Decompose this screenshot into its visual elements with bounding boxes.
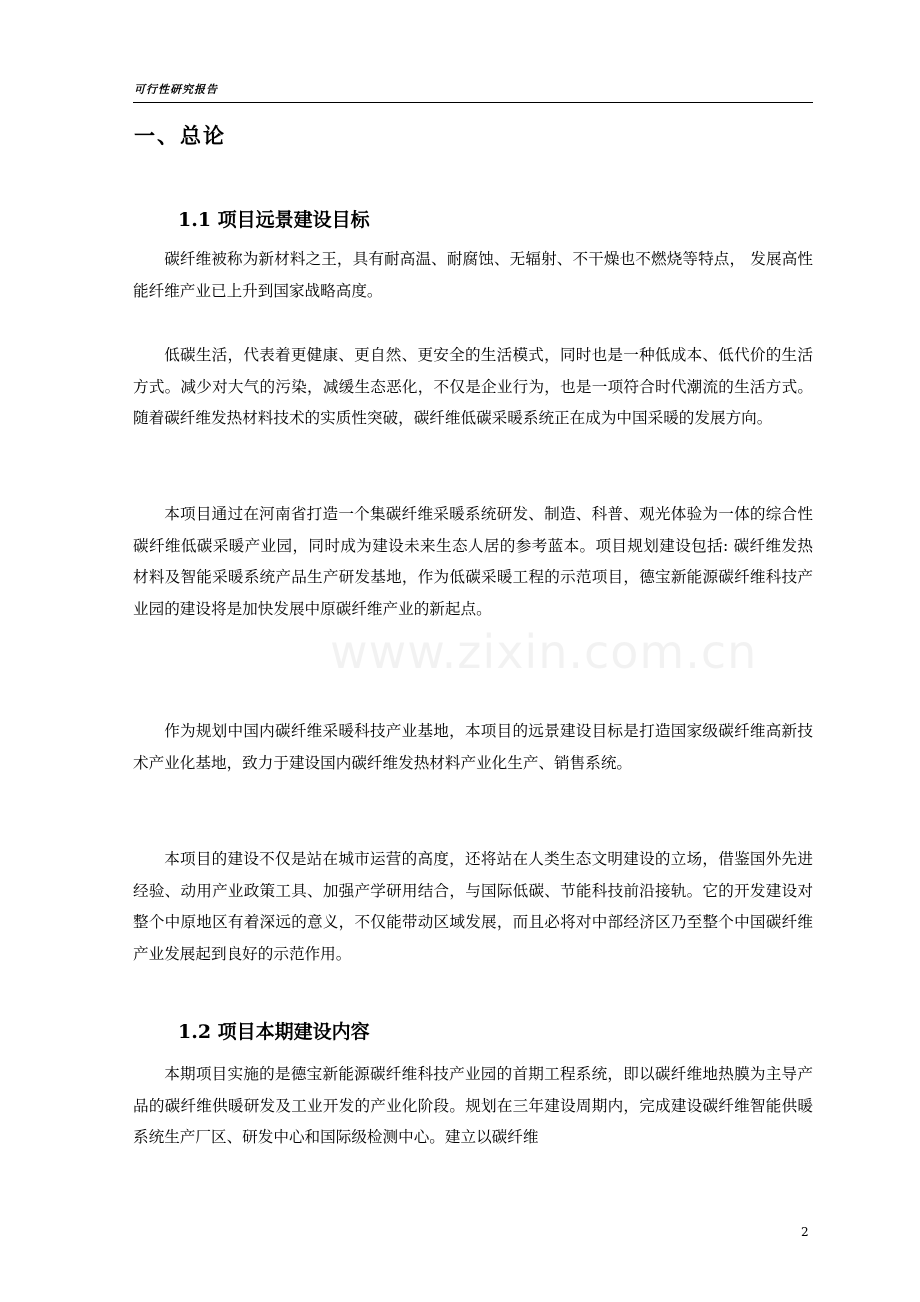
section-title-1-2: 1.2 项目本期建设内容 bbox=[178, 1021, 370, 1043]
paragraph: 本项目通过在河南省打造一个集碳纤维采暖系统研发、制造、科普、观光体验为一体的综合性碳纤维低碳采暖产业园，同时成为建设未来生态人居的参考蓝本。项目规划建设包括: 碳纤维发热材料及智能采暖系统产品生产研发基地，作为低碳采暖工程的示范项目，德宝新能源碳纤维科技产业园的建设将是加快发展中原碳纤维产业的新起点。 bbox=[133, 505, 813, 618]
paragraph: 本项目的建设不仅是站在城市运营的高度，还将站在人类生态文明建设的立场，借鉴国外先进经验、动用产业政策工具、加强产学研用结合，与国际低碳、节能科技前沿接轨。它的开发建设对整个中原地区有着深远的意义，不仅能带动区域发展，而且必将对中部经济区乃至整个中国碳纤维产业发展起到良好的示范作用。 bbox=[133, 850, 813, 963]
paragraph: 低碳生活，代表着更健康、更自然、更安全的生活模式，同时也是一种低成本、低代价的生活方式。减少对大气的污染，减缓生态恶化，不仅是企业行为，也是一项符合时代潮流的生活方式。随着碳纤维发热材料技术的实质性突破，碳纤维低碳采暖系统正在成为中国采暖的发展方向。 bbox=[133, 346, 813, 428]
paragraph: 本期项目实施的是德宝新能源碳纤维科技产业园的首期工程系统，即以碳纤维地热膜为主导产品的碳纤维供暖研发及工业开发的产业化阶段。规划在三年建设周期内，完成建设碳纤维智能供暖系统生产厂区、研发中心和国际级检测中心。建立以碳纤维 bbox=[133, 1065, 813, 1147]
watermark: www.zixin.com.cn bbox=[330, 625, 758, 679]
section-title-1-1: 1.1 项目远景建设目标 bbox=[178, 209, 370, 231]
chapter-title: 一、总论 bbox=[134, 124, 226, 148]
paragraph: 碳纤维被称为新材料之王，具有耐高温、耐腐蚀、无辐射、不干燥也不燃烧等特点， 发展高性能纤维产业已上升到国家战略高度。 bbox=[133, 250, 813, 300]
header-rule bbox=[133, 102, 813, 103]
running-header: 可行性研究报告 bbox=[134, 83, 218, 96]
page-number: 2 bbox=[801, 1225, 809, 1239]
paragraph: 作为规划中国内碳纤维采暖科技产业基地，本项目的远景建设目标是打造国家级碳纤维高新技术产业化基地，致力于建设国内碳纤维发热材料产业化生产、销售系统。 bbox=[133, 722, 813, 772]
